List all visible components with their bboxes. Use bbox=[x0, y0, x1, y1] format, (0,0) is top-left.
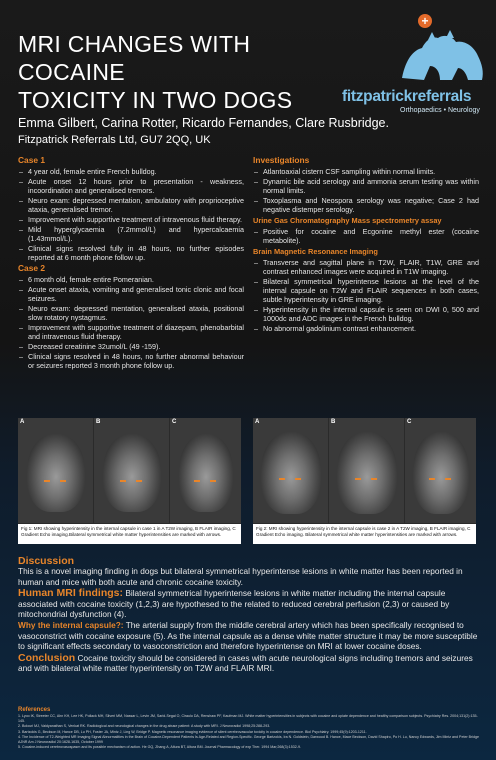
mri-panel-a bbox=[18, 418, 93, 523]
references-heading: References bbox=[18, 707, 51, 713]
list-item: – Acute onset 12 hours prior to presentation - weakness, incoordination and generalised tremors. bbox=[18, 177, 244, 195]
list-item: – Atlantoaxial cistern CSF sampling within normal limits. bbox=[253, 167, 479, 176]
panel-label: A bbox=[255, 419, 260, 425]
logo-wordmark: fitzpatrickreferrals bbox=[342, 88, 472, 105]
internal-capsule-paragraph bbox=[18, 620, 480, 651]
arrow-icon bbox=[279, 478, 285, 480]
affiliation: Fitzpatrick Referrals Ltd, GU7 2QQ, UK bbox=[18, 134, 211, 146]
investigations-heading: Investigations bbox=[253, 155, 310, 165]
list-item: – Dynamic bile acid serology and ammonia serum testing was within normal limits. bbox=[253, 177, 479, 195]
figure-1-caption: Fig 1: MRI showing hyperintensity in the internal capsule in case 1 in A T2W imaging, B FLAIR imaging, C Gradient Echo imaging.Bilateral symmetrical white matter hyperintensities are marked with arrows. bbox=[18, 524, 241, 544]
panel-label: B bbox=[331, 419, 336, 425]
reference-item: 4. The Incidence of T2-Weighted MR Imaging Signal Abnormalities in the Brain of Cocaine-Dependent Patients Is Age-Related and Region-Specific. George Bartzokis, Ira N. Goldstein, Darwood B. Hance, Mace Beckson, David Shapiro, Po H. Lu, Nancy Edwards, Jim Mintz and Peter Bridge AJNR Am J Neuroradiol 20:1628-1635, October 1999 bbox=[18, 734, 480, 745]
arrow-icon bbox=[371, 478, 377, 480]
case2-heading: Case 2 bbox=[18, 263, 46, 273]
fitzpatrick-logo bbox=[340, 8, 490, 118]
urine-heading: Urine Gas Chromatography Mass spectrometry assay bbox=[253, 216, 442, 225]
list-item: – Improvement with supportive treatment of diazepam, phenobarbital and intravenous fluid therapy. bbox=[18, 323, 244, 341]
figure-2-caption: Fig 2: MRI showing hyperintensity in the internal capsule is case 2 in A T2W imaging, B FLAIR imaging, C Gradient Echo imaging. Bilateral symmetrical white matter hyperintensities are marked with arrows. bbox=[253, 524, 476, 544]
right-column bbox=[253, 155, 479, 334]
discussion-heading: Discussion bbox=[18, 555, 75, 567]
figure-1 bbox=[18, 418, 241, 544]
mri-image bbox=[337, 432, 397, 514]
references-section bbox=[18, 706, 480, 750]
arrow-icon bbox=[44, 480, 50, 482]
conclusion-paragraph bbox=[18, 653, 480, 674]
authors: Emma Gilbert, Carina Rotter, Ricardo Fernandes, Clare Rusbridge. bbox=[18, 116, 389, 130]
case1-list bbox=[18, 167, 244, 262]
reference-item: 3. Bartzokis G, Beckson M, Hance DB, Lu PH, Foster JA, Mintz J, Ling W, Bridge P. Magnetic resonance imaging evidence of silent cerebrovascular toxicity in cocaine dependence. Biol Psychiatry. 1999;45(9):1203-1211. bbox=[18, 729, 367, 734]
arrow-icon bbox=[136, 480, 142, 482]
panel-label: C bbox=[172, 419, 177, 425]
reference-item: 5. Cocaine-induced cerebrovasospasm and its possible mechanism of action. He GQ, Zhang A, Altura BT, Altura BM. Journal Pharmacology of exp Ther. 1994 Mar;268(3):1532-9. bbox=[18, 745, 301, 750]
mri-image bbox=[103, 434, 161, 512]
plus-icon: + bbox=[418, 14, 432, 28]
title-line-1: MRI CHANGES WITH COCAINE bbox=[18, 31, 251, 85]
title-line-2: TOXICITY IN TWO DOGS bbox=[18, 87, 293, 113]
arrow-icon bbox=[210, 480, 216, 482]
list-item: – Clinical signs resolved in 48 hours, no further abnormal behaviour or seizures reported 3 month phone follow up. bbox=[18, 352, 244, 370]
reference-item: 1. Lyoo IK, Streeter CC, Ahn KH, Lee HK, Pollack MH, Silveri MM, Nassar L, Levin JM, Sarid-Segal O, Ciraulo DA, Renshaw PF, Kaufman MJ. White matter hyperintensities in subjects with cocaine and opiate dependence and healthy comparison subjects. Psychiatry Res. 2004;131(2):135-145. bbox=[18, 714, 478, 724]
mri-image bbox=[179, 434, 233, 512]
panel-label: A bbox=[20, 419, 25, 425]
brain-mri-heading: Brain Magnetic Resonance Imaging bbox=[253, 247, 378, 256]
arrow-icon bbox=[60, 480, 66, 482]
arrow-icon bbox=[295, 478, 301, 480]
list-item: – Hyperintensity in the internal capsule is seen on DWI 0, 500 and 1000dc and ADC images in the French bulldog. bbox=[253, 305, 479, 323]
arrow-icon bbox=[194, 480, 200, 482]
mri-image bbox=[261, 432, 321, 514]
mri-panel-b bbox=[94, 418, 169, 523]
investigations-list bbox=[253, 167, 479, 214]
list-item: – 4 year old, female entire French bulldog. bbox=[18, 167, 244, 176]
case2-list bbox=[18, 275, 244, 370]
mri-image bbox=[413, 432, 469, 514]
list-item: – Clinical signs resolved fully in 48 hours, no further episodes reported at 6 month phone follow up. bbox=[18, 244, 244, 262]
list-item: – Neuro exam: depressed mentation, generalised ataxia, positional slow rotatory nystagmus. bbox=[18, 304, 244, 322]
list-item: – Bilateral symmetrical hyperintense lesions at the level of the internal capsule on T2W and FLAIR sequences in both cases, subtle hyperintensity in GRE imaging. bbox=[253, 277, 479, 304]
list-item: – No abnormal gadolinium contrast enhancement. bbox=[253, 324, 479, 333]
list-item: – Neuro exam: depressed mentation, ambulatory with proprioceptive ataxia, generalised tremor. bbox=[18, 196, 244, 214]
panel-label: B bbox=[96, 419, 101, 425]
arrow-icon bbox=[355, 478, 361, 480]
conclusion-heading: Conclusion bbox=[18, 651, 76, 664]
animal-silhouette-icon bbox=[392, 28, 488, 84]
left-column bbox=[18, 155, 244, 371]
human-findings-heading: Human MRI findings: bbox=[18, 587, 123, 600]
arrow-icon bbox=[445, 478, 451, 480]
poster-title bbox=[18, 30, 348, 114]
urine-list bbox=[253, 227, 479, 245]
mri-panel-c bbox=[405, 418, 476, 523]
list-item: – Decreased creatinine 32umol/L (49 -159). bbox=[18, 342, 244, 351]
human-findings-text: Bilateral symmetrical hyperintense lesions in white matter including the internal capsule associated with cocaine toxicity (1,2,3) are hypothesed to the related to reduced cerebral perfusion (2,3) or caused by mitochondrial dysfunction (4). bbox=[18, 588, 450, 620]
mri-panel-a bbox=[253, 418, 328, 523]
arrow-icon bbox=[429, 478, 435, 480]
list-item: – Toxoplasma and Neospora serology was negative; Case 2 had negative distemper serology. bbox=[253, 196, 479, 214]
conclusion-text: Cocaine toxicity should be considered in cases with acute neurological signs including tremors and seizures and with bilateral white matter hyperintensity on T2W and FLAIR MRI. bbox=[18, 652, 473, 674]
list-item: – Positive for cocaine and Ecgonine methyl ester (cocaine metabolite). bbox=[253, 227, 479, 245]
logo-tagline: Orthopaedics • Neurology bbox=[400, 107, 480, 114]
list-item: – 6 month old, female entire Pomeranian. bbox=[18, 275, 244, 284]
discussion-text: This is a novel imaging finding in dogs but bilateral symmetrical hyperintense lesions in white matter has been reported in human and mice with both acute and chronic cocaine toxicity. bbox=[18, 566, 463, 587]
list-item: – Improvement with supportive treatment of intravenous fluid therapy. bbox=[18, 215, 244, 224]
mri-panel-c bbox=[170, 418, 241, 523]
discussion-section bbox=[18, 556, 480, 674]
panel-label: C bbox=[407, 419, 412, 425]
internal-capsule-text: The arterial supply from the middle cerebral artery which has been specifically recognised to vasoconstrict with cocaine exposure (5). As the internal capsule as a dense white matter structure it may be more susceptible to significant effects secondary to vasoconstriction and therefore hyperintense on MRI at lower cocaine doses. bbox=[18, 620, 478, 652]
brain-mri-list bbox=[253, 258, 479, 333]
list-item: – Acute onset ataxia, vomiting and generalised tonic clonic and focal seizures. bbox=[18, 285, 244, 303]
figure-2 bbox=[253, 418, 476, 544]
list-item: – Mild hyperglycaemia (7.2mmol/L) and hypercalcaemia (1.43mmol/L). bbox=[18, 225, 244, 243]
list-item: – Transverse and sagittal plane in T2W, FLAIR, T1W, GRE and contrast enhanced images were acquired in T1W imaging. bbox=[253, 258, 479, 276]
case1-heading: Case 1 bbox=[18, 155, 46, 165]
reference-item: 2. Bolouri MJ, Vaidyanathan S, Venkat RK. Radiological and neurological changes in the drug abuse patient: A study with MRI. J Neuroradiol 1998;25:288-293. bbox=[18, 724, 271, 729]
arrow-icon bbox=[120, 480, 126, 482]
mri-panel-b bbox=[329, 418, 404, 523]
mri-image bbox=[27, 434, 85, 512]
human-findings-paragraph bbox=[18, 588, 480, 619]
internal-capsule-heading: Why the internal capsule?: bbox=[18, 620, 124, 631]
